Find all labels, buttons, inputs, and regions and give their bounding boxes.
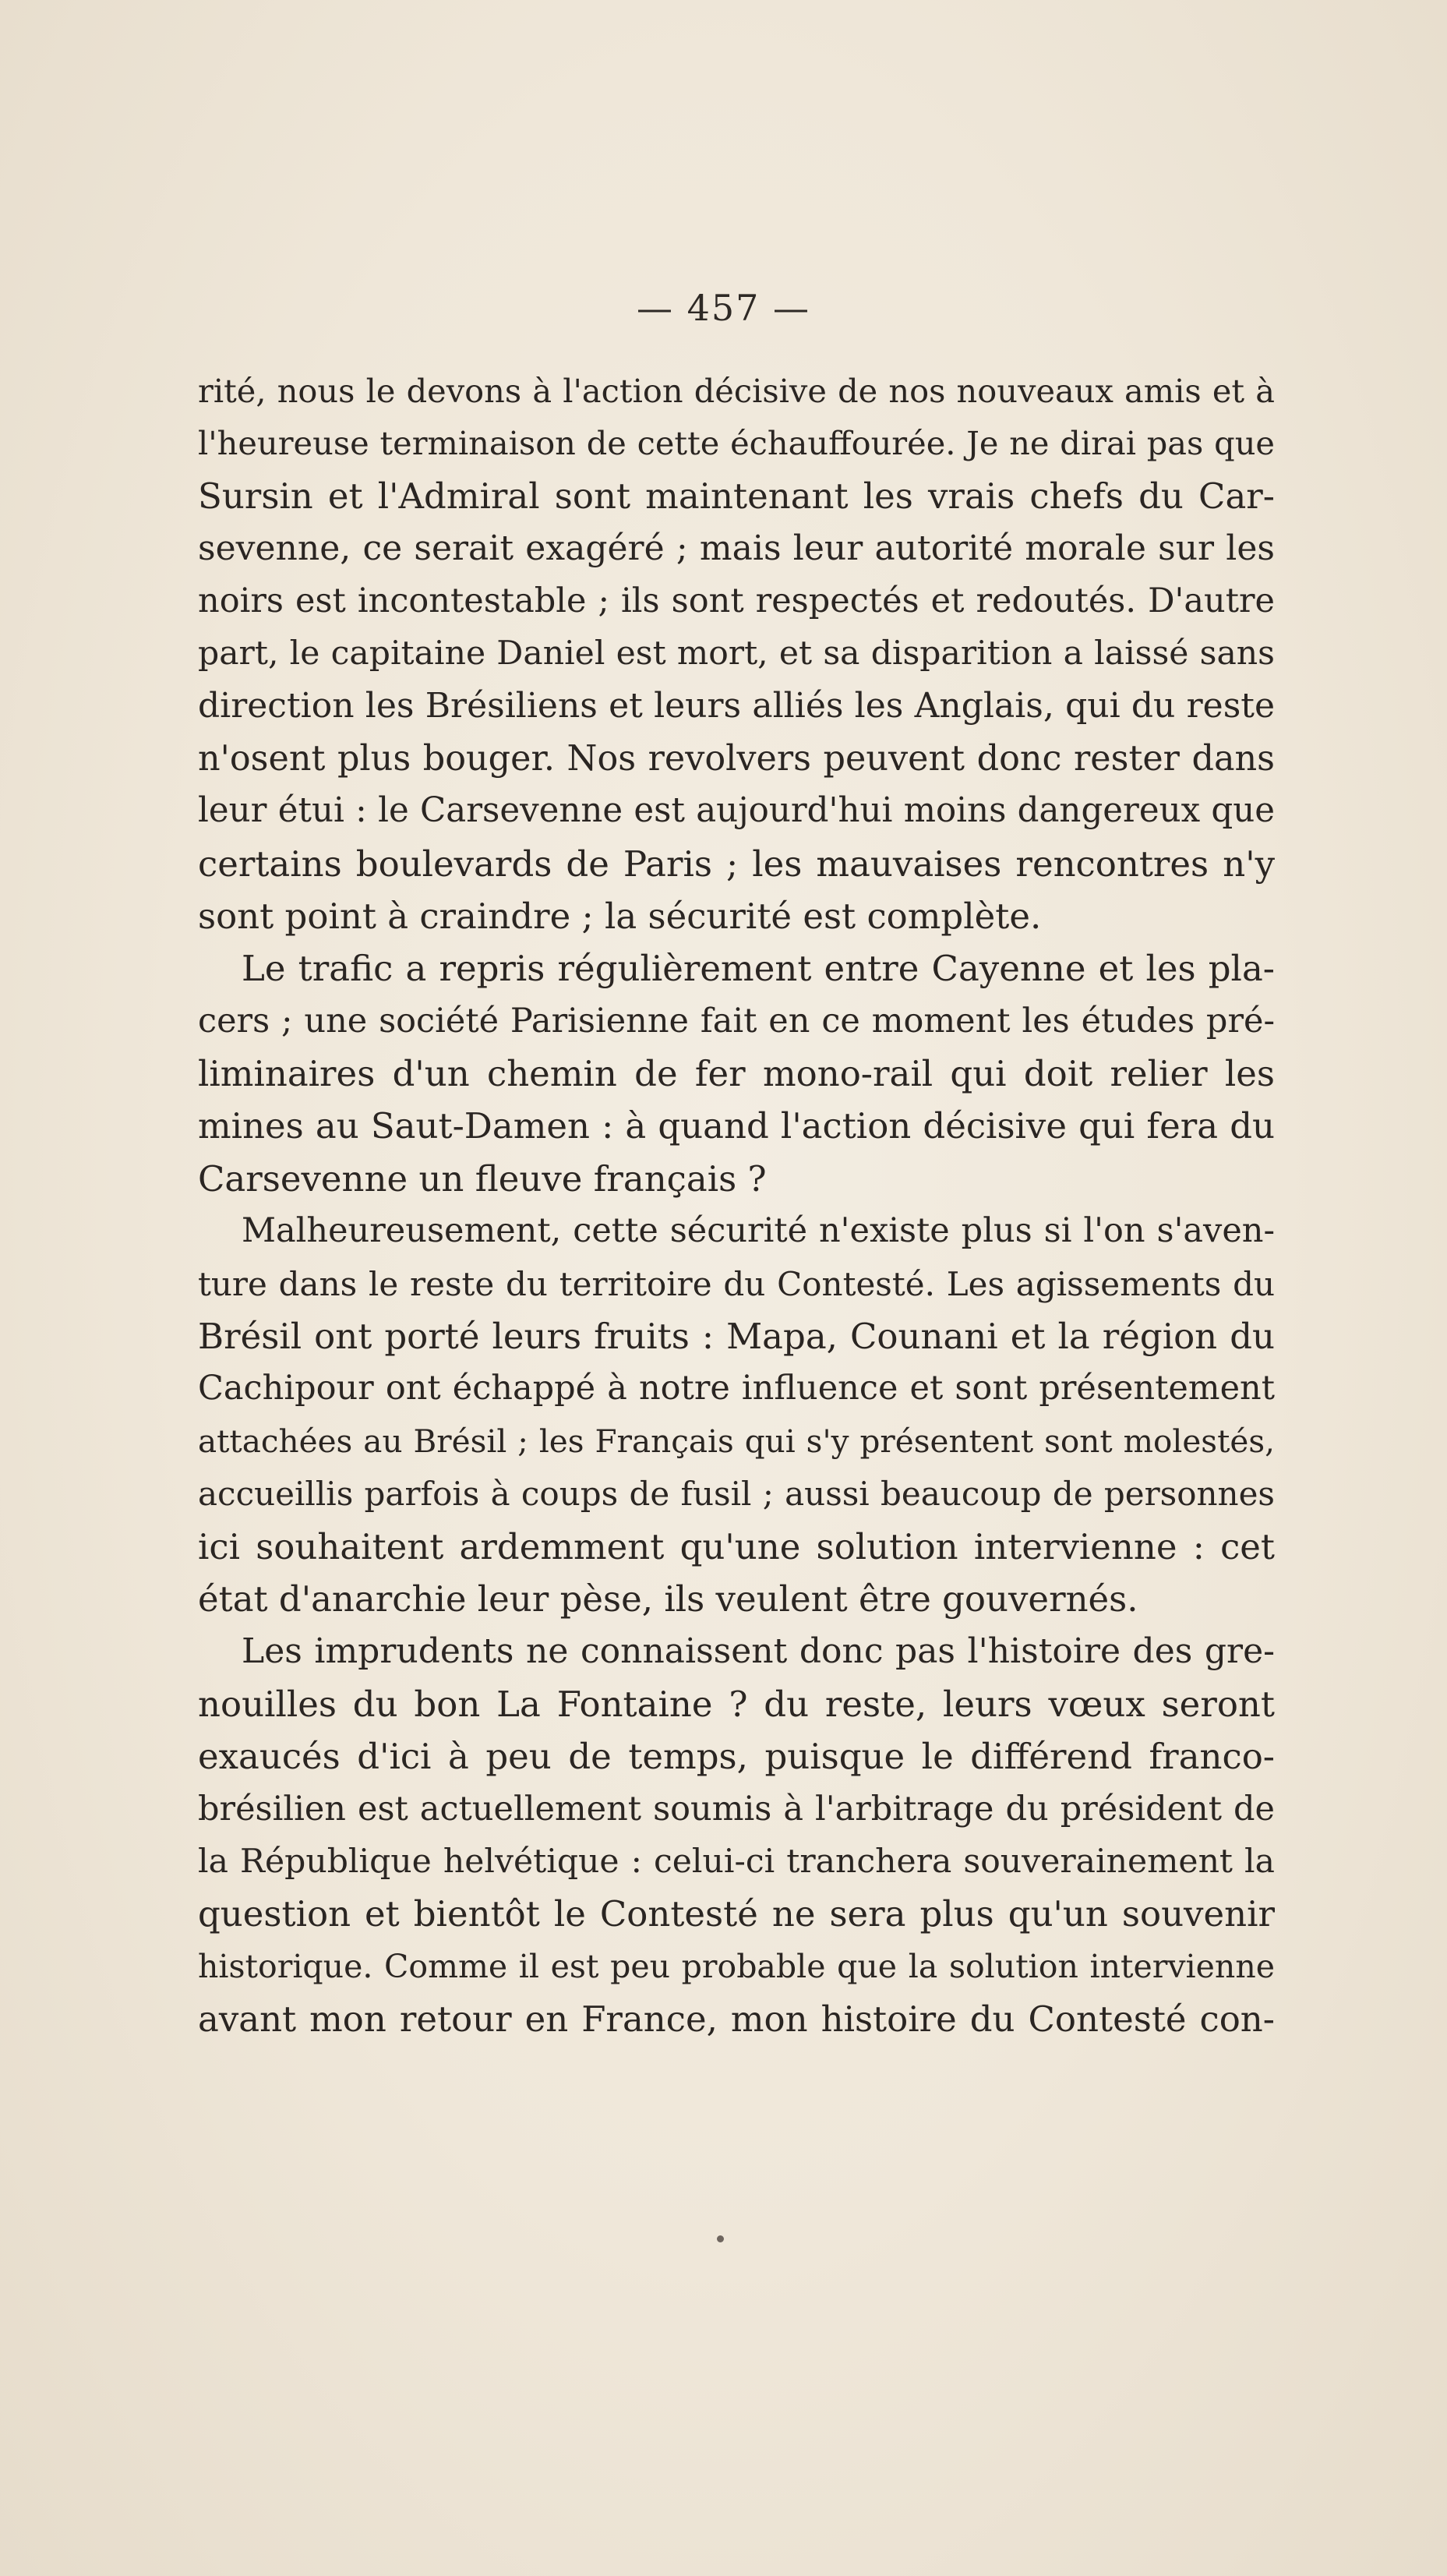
text-line: n'osent plus bouger. Nos revolvers peuvent donc rester dans (198, 738, 1275, 779)
page-number: — 457 — (636, 287, 811, 329)
text-line: Les imprudents ne connaissent donc pas l'histoire des gre- (242, 1631, 1275, 1672)
text-line: la République helvétique : celui-ci tranchera souverainement la (198, 1842, 1275, 1881)
text-line: Brésil ont porté leurs fruits : Mapa, Counani et la région du (198, 1316, 1275, 1358)
text-line: état d'anarchie leur pèse, ils veulent être gouvernés. (198, 1578, 1138, 1620)
text-line: Malheureusement, cette sécurité n'existe plus si l'on s'aven- (242, 1211, 1275, 1251)
text-line: cers ; une société Parisienne fait en ce moment les études pré- (198, 1001, 1275, 1041)
text-line: accueillis parfois à coups de fusil ; aussi beaucoup de personnes (198, 1475, 1275, 1514)
text-line: sont point à craindre ; la sécurité est complète. (198, 895, 1042, 937)
text-line: certains boulevards de Paris ; les mauvaises rencontres n'y (198, 843, 1275, 885)
ink-speck (717, 2235, 724, 2242)
text-line: part, le capitaine Daniel est mort, et sa disparition a laissé sans (198, 634, 1275, 673)
text-line: ici souhaitent ardemment qu'une solution intervienne : cet (198, 1525, 1275, 1567)
text-line: liminaires d'un chemin de fer mono-rail qui doit relier les (198, 1053, 1275, 1095)
text-line: Carsevenne un fleuve français ? (198, 1157, 767, 1200)
text-line: mines au Saut-Damen : à quand l'action décisive qui fera du (198, 1105, 1275, 1147)
text-line: ture dans le reste du territoire du Contesté. Les agissements du (198, 1264, 1275, 1303)
text-line: Le trafic a repris régulièrement entre Cayenne et les pla- (242, 948, 1275, 990)
text-line: Cachipour ont échappé à notre influence et sont présentement (198, 1369, 1275, 1408)
text-line: sevenne, ce serait exagéré ; mais leur autorité morale sur les (198, 528, 1275, 569)
text-line: direction les Brésiliens et leurs alliés les Anglais, qui du reste (198, 686, 1275, 726)
text-line: rité, nous le devons à l'action décisive de nos nouveaux amis et à (198, 372, 1275, 410)
text-line: brésilien est actuellement soumis à l'arbitrage du président de (198, 1789, 1275, 1829)
text-line: nouilles du bon La Fontaine ? du reste, leurs vœux seront (198, 1683, 1275, 1725)
text-line: question et bientôt le Contesté ne sera plus qu'un souvenir (198, 1893, 1275, 1935)
text-line: noirs est incontestable ; ils sont respectés et redoutés. D'autre (198, 581, 1275, 620)
text-line: historique. Comme il est peu probable que la solution intervienne (198, 1947, 1275, 1985)
text-line: l'heureuse terminaison de cette échauffourée. Je ne dirai pas que (198, 424, 1275, 463)
text-line: avant mon retour en France, mon histoire du Contesté con- (198, 1998, 1275, 2041)
text-line: attachées au Brésil ; les Français qui s'y présentent sont molestés, (198, 1422, 1275, 1460)
text-line: Sursin et l'Admiral sont maintenant les vrais chefs du Car- (198, 475, 1275, 517)
text-line: leur étui : le Carsevenne est aujourd'hui moins dangereux que (198, 791, 1275, 831)
body-text (198, 365, 1275, 2046)
text-line: exaucés d'ici à peu de temps, puisque le différend franco- (198, 1736, 1275, 1778)
